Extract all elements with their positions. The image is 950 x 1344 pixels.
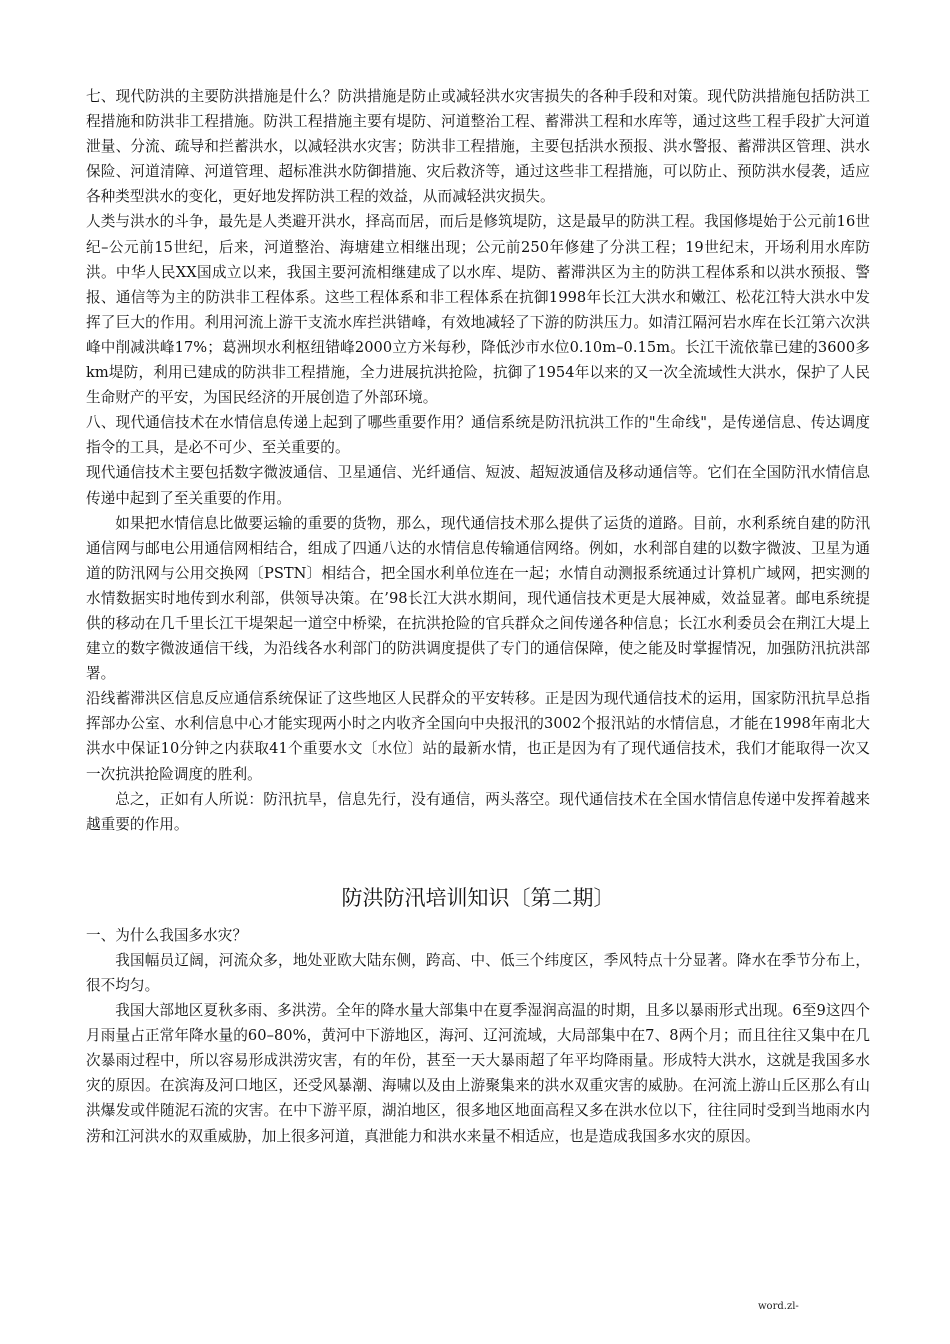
document-body: [86, 84, 870, 1149]
paragraph-q8: 八、现代通信技术在水情信息传递上起到了哪些重要作用？通信系统是防汛抗洪工作的"生命线"，是传递信息、传达调度指令的工具，是必不可少、至关重要的。: [86, 414, 870, 457]
paragraph-geography: 我国幅员辽阔，河流众多，地处亚欧大陆东侧，跨高、中、低三个纬度区，季风特点十分显著。降水在季节分布上，很不均匀。: [86, 951, 870, 994]
paragraph-q7: 七、现代防洪的主要防洪措施是什么？防洪措施是防止或减轻洪水灾害损失的各种手段和对策。现代防洪措施包括防洪工程措施和防洪非工程措施。防洪工程措施主要有堤防、河道整治工程、蓄滞洪工程和水库等，通过这些工程手段扩大河道泄量、分流、疏导和拦蓄洪水，以减轻洪水灾害；防洪非工程措施，主要包括洪水预报、洪水警报、蓄滞洪区管理、洪水保险、河道清障、河道管理、超标准洪水防御措施、灾后救济等，通过这些非工程措施，可以防止、预防洪水侵袭，适应各种类型洪水的变化，更好地发挥防洪工程的效益，从而减轻洪灾损失。: [86, 88, 870, 206]
paragraph-comm-evacuation: 沿线蓄滞洪区信息反应通信系统保证了这些地区人民群众的平安转移。正是因为现代通信技术的运用，国家防汛抗旱总指挥部办公室、水利信息中心才能实现两小时之内收齐全国向中央报汛的3002个报汛站的水情信息，才能在1998年南北大洪水中保证10分钟之内获取41个重要水文〔水位〕站的最新水情，也正是因为有了现代通信技术，我们才能取得一次又一次抗洪抢险调度的胜利。: [86, 690, 870, 783]
paragraph-conclusion: 总之，正如有人所说：防汛抗旱，信息先行，没有通信，两头落空。现代通信技术在全国水情信息传递中发挥着越来越重要的作用。: [86, 790, 870, 833]
paragraph-rainfall: 我国大部地区夏秋多雨、多洪涝。全年的降水量大部集中在夏季湿润高温的时期，且多以暴雨形式出现。6至9这四个月雨量占正常年降水量的60–80%，黄河中下游地区，海河、辽河流域，大局部集中在7、8两个月；而且往往又集中在几次暴雨过程中，所以容易形成洪涝灾害，有的年份，甚至一天大暴雨超了年平均降雨量。形成特大洪水，这就是我国多水灾的原因。在滨海及河口地区，还受风暴潮、海啸以及由上游聚集来的洪水双重灾害的威胁。在河流上游山丘区那么有山洪爆发或伴随泥石流的灾害。在中下游平原，湖泊地区，很多地区地面高程又多在洪水位以下，往往同时受到当地雨水内涝和江河洪水的双重威胁，加上很多河道，真泄能力和洪水来量不相适应，也是造成我国多水灾的原因。: [86, 1002, 870, 1145]
paragraph-flood-history: 人类与洪水的斗争，最先是人类避开洪水，择高而居，而后是修筑堤防，这是最早的防洪工程。我国修堤始于公元前16世纪–公元前15世纪，后来，河道整治、海塘建立相继出现；公元前250年修建了分洪工程；19世纪末，开场利用水库防洪。中华人民XX国成立以来，我国主要河流相继建成了以水库、堤防、蓄滞洪区为主的防洪工程体系和以洪水预报、警报、通信等为主的防洪非工程体系。这些工程体系和非工程体系在抗御1998年长江大洪水和嫩江、松花江特大洪水中发挥了巨大的作用。利用河流上游干支流水库拦洪错峰，有效地减轻了下游的防洪压力。如清江隔河岩水库在长江第六次洪峰中削减洪峰17%；葛洲坝水利枢纽错峰2000立方米每秒，降低沙市水位0.10m–0.15m。长江干流依靠已建的3600多km堤防，利用已建成的防洪非工程措施，全力进展抗洪抢险，抗御了1954年以来的又一次全流域性大洪水，保护了人民生命财产的平安，为国民经济的开展创造了外部环境。: [86, 213, 870, 407]
page-footer: word.zl-: [758, 1301, 799, 1312]
paragraph-comm-tech: 现代通信技术主要包括数字微波通信、卫星通信、光纤通信、短波、超短波通信及移动通信等。它们在全国防汛水情信息传递中起到了至关重要的作用。: [86, 464, 870, 507]
paragraph-q1: 一、为什么我国多水灾？: [86, 926, 248, 944]
paragraph-comm-roads: 如果把水情信息比做要运输的重要的货物，那么，现代通信技术那么提供了运货的道路。目前，水利系统自建的防汛通信网与邮电公用通信网相结合，组成了四通八达的水情信息传输通信网络。例如，水利部自建的以数字微波、卫星为通道的防汛网与公用交换网〔PSTN〕相结合，把全国水利单位连在一起；水情自动测报系统通过计算机广域网，把实测的水情数据实时地传到水利部，供领导决策。在’98长江大洪水期间，现代通信技术更是大展神威，效益显著。邮电系统提供的移动在几千里长江干堤架起一道空中桥梁，在抗洪抢险的官兵群众之间传递各种信息；长江水利委员会在荆江大堤上建立的数字微波通信干线，为沿线各水利部门的防洪调度提供了专门的通信保障，使之能及时掌握情况，加强防汛抗洪部署。: [86, 514, 870, 683]
section-title: 防洪防汛培训知识〔第二期〕: [341, 885, 615, 910]
